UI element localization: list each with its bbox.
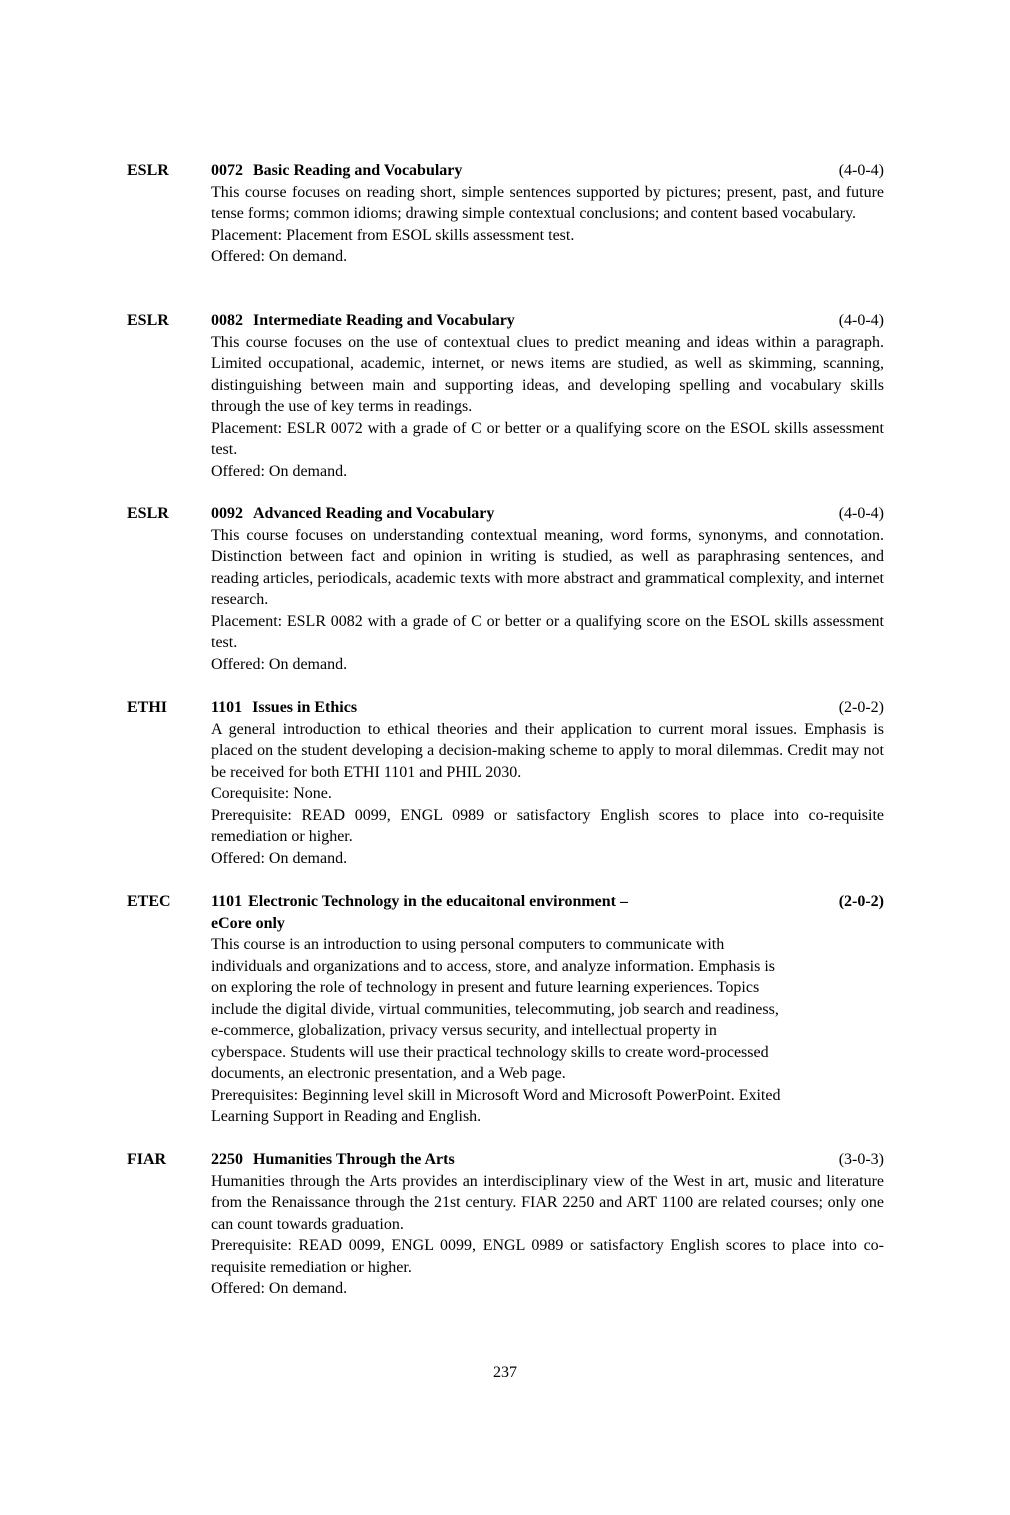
course-corequisite: Corequisite: None. xyxy=(211,785,332,802)
course-title-row xyxy=(211,503,884,525)
course-hours: (2-0-2) xyxy=(838,699,884,716)
course-offered: Offered: On demand. xyxy=(211,655,348,673)
course-name: Electronic Technology in the educaitonal environment – xyxy=(248,893,628,910)
course-dept: ETHI xyxy=(127,699,168,716)
course-name: Humanities Through the Arts xyxy=(253,1151,455,1168)
prerequisites-line: Prerequisites: Beginning level skill in Microsoft Word and Microsoft PowerPoint. Exited xyxy=(211,1086,781,1104)
course-dept: ESLR xyxy=(127,162,169,179)
course-number: 0082 xyxy=(211,312,243,329)
course-name: Intermediate Reading and Vocabulary xyxy=(253,312,515,329)
course-body xyxy=(211,891,884,1128)
course-offered: Offered: On demand. xyxy=(211,849,348,867)
course-name: Advanced Reading and Vocabulary xyxy=(253,505,495,522)
course-number: 1101 xyxy=(211,699,243,716)
course-offered: Offered: On demand. xyxy=(211,248,348,265)
course-body xyxy=(211,503,884,675)
course-description: Humanities through the Arts provides an interdisciplinary view of the West in art, music and literature from the Renaissance through the 21st century. FIAR 2250 and ART 1100 are related courses; only one can count towards graduation. xyxy=(211,1172,884,1233)
course-body xyxy=(211,1149,884,1300)
course-title-row xyxy=(211,310,884,332)
course-hours: (4-0-4) xyxy=(838,162,884,179)
course-dept: FIAR xyxy=(127,1151,167,1168)
description-line: cyberspace. Students will use their practical technology skills to create word-processed xyxy=(211,1043,769,1061)
course-number: 1101 xyxy=(211,893,243,910)
course-hours: (3-0-3) xyxy=(838,1151,884,1168)
course-prerequisite: Prerequisite: READ 0099, ENGL 0099, ENGL 0989 or satisfactory English scores to place into co-requisite remediation or higher. xyxy=(211,1237,884,1276)
course-placement: Placement: ESLR 0072 with a grade of C or better or a qualifying score on the ESOL skills assessment test. xyxy=(211,419,884,458)
course-offered: Offered: On demand. xyxy=(211,1280,348,1297)
course-title-row xyxy=(211,697,884,719)
course-description: This course focuses on the use of contextual clues to predict meaning and ideas within a paragraph. Limited occupational, academic, internet, or news items are studied, as well as skimming, scanning, distinguishing between main and supporting ideas, and developing spelling and vocabulary skills through the use of key terms in readings. xyxy=(211,333,884,415)
course-dept: ESLR xyxy=(127,312,169,329)
description-line: on exploring the role of technology in present and future learning experiences. Topics xyxy=(211,979,760,996)
course-dept: ETEC xyxy=(127,893,171,910)
course-body xyxy=(211,160,884,268)
course-placement: Placement: Placement from ESOL skills assessment test. xyxy=(211,226,575,244)
description-line: This course is an introduction to using personal computers to communicate with xyxy=(211,936,725,953)
course-number: 0072 xyxy=(211,162,243,179)
course-hours: (2-0-2) xyxy=(838,893,884,910)
page-number: 237 xyxy=(493,1364,517,1381)
course-hours: (4-0-4) xyxy=(838,312,884,329)
course-title-row xyxy=(211,160,884,182)
course-hours: (4-0-4) xyxy=(838,505,884,522)
course-body xyxy=(211,310,884,482)
course-prerequisite: Prerequisite: READ 0099, ENGL 0989 or satisfactory English scores to place into co-requisite remediation or higher. xyxy=(211,806,884,845)
course-number: 0092 xyxy=(211,505,243,522)
course-title-row xyxy=(211,1149,884,1171)
prerequisites-line: Learning Support in Reading and English. xyxy=(211,1108,482,1125)
course-name: Basic Reading and Vocabulary xyxy=(253,162,463,179)
course-placement: Placement: ESLR 0082 with a grade of C or better or a qualifying score on the ESOL skills assessment test. xyxy=(211,612,884,651)
course-number: 2250 xyxy=(211,1151,243,1168)
course-description xyxy=(211,934,884,1085)
course-description: A general introduction to ethical theories and their application to current moral issues. Emphasis is placed on the student developing a decision-making scheme to apply to moral dilemmas. Credit may not be received for both ETHI 1101 and PHIL 2030. xyxy=(211,720,884,781)
description-line: e-commerce, globalization, privacy versus security, and intellectual property in xyxy=(211,1022,717,1039)
course-offered: Offered: On demand. xyxy=(211,462,348,480)
course-description: This course focuses on reading short, simple sentences supported by pictures; present, past, and future tense forms; common idioms; drawing simple contextual conclusions; and content based vocabulary. xyxy=(211,183,884,222)
description-line: include the digital divide, virtual communities, telecommuting, job search and readiness, xyxy=(211,1000,779,1018)
course-body xyxy=(211,697,884,869)
course-prerequisites xyxy=(211,1085,884,1128)
course-title-row xyxy=(211,891,884,913)
description-line: individuals and organizations and to access, store, and analyze information. Emphasis is xyxy=(211,957,776,975)
course-subtitle: eCore only xyxy=(211,914,285,932)
course-description: This course focuses on understanding contextual meaning, word forms, synonyms, and connotation. Distinction between fact and opinion in writing is studied, as well as paraphrasing sentences, and reading articles, periodicals, academic texts with more abstract and grammatical complexity, and internet research. xyxy=(211,526,884,608)
course-dept: ESLR xyxy=(127,505,169,522)
description-line: documents, an electronic presentation, and a Web page. xyxy=(211,1065,566,1082)
course-name: Issues in Ethics xyxy=(252,699,358,716)
